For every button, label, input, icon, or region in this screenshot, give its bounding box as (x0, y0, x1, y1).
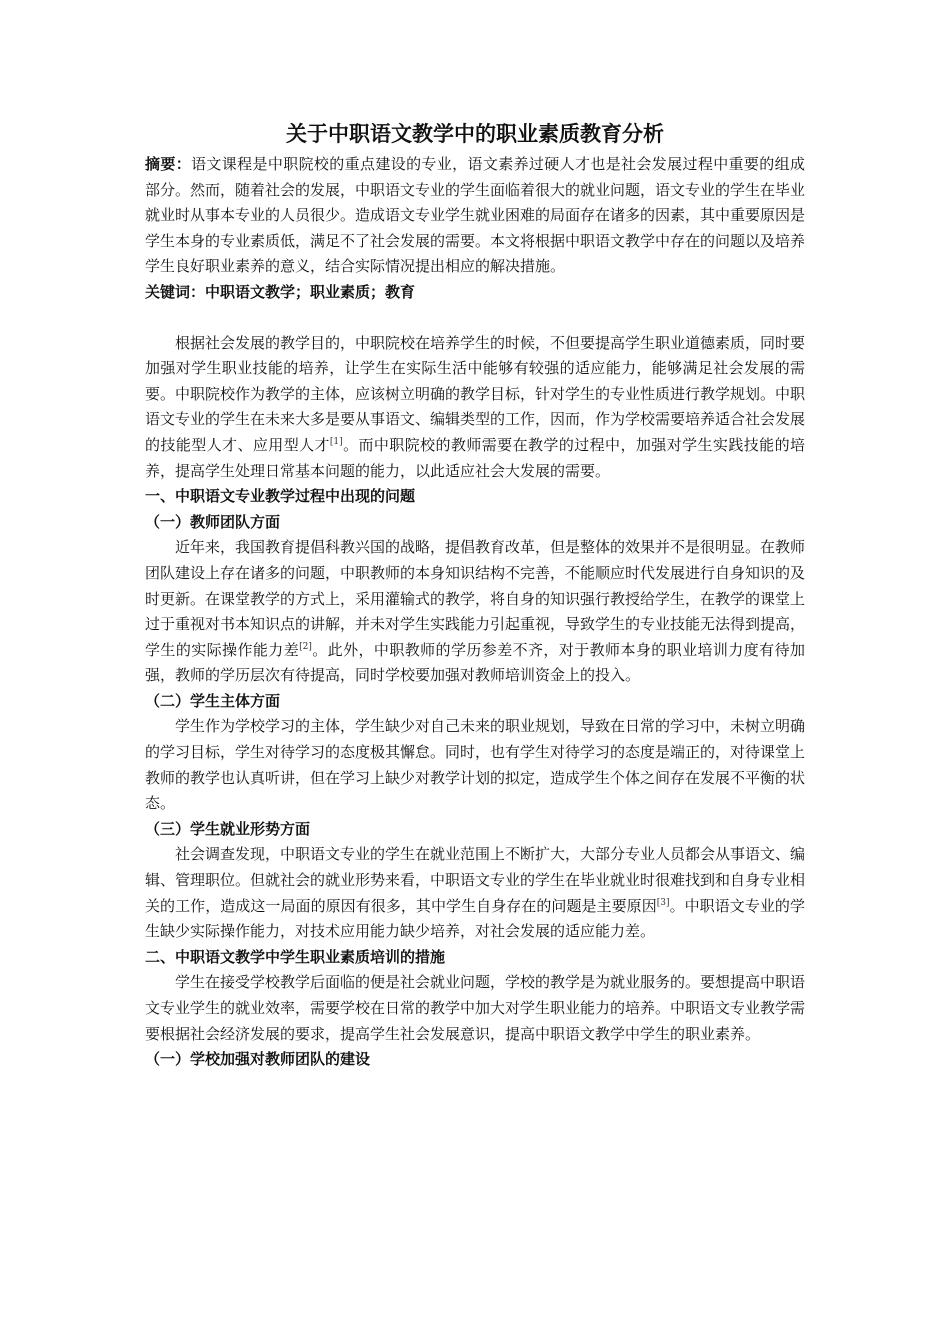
section-1-3-text-part1: 社会调查发现，中职语文专业的学生在就业范围上不断扩大，大部分专业人员都会从事语文、编辑、管理职位。但就社会的就业形势来看，中职语文专业的学生在毕业就业时很难找到和自身专业相关的工作，造成这一局面的原因有很多，其中学生自身存在的问题是主要原因 (145, 845, 806, 915)
section-1-3-text-part2: 。中职语文专业的学生缺少实际操作能力，对技术应用能力缺少培养，对社会发展的适应能力差。 (145, 896, 805, 941)
document-body (145, 118, 805, 1073)
keywords-text: 中职语文教学；职业素质；教育 (205, 282, 416, 301)
section-1-2-paragraph: 学生作为学校学习的主体，学生缺少对自己未来的职业规划，导致在日常的学习中，未树立明确的学习目标，学生对待学习的态度极其懈怠。同时，也有学生对待学习的态度是端正的，对待课堂上教师的教学也认真听讲，但在学习上缺少对教学计划的拟定，造成学生个体之间存在发展不平衡的状态。 (145, 717, 806, 813)
abstract-paragraph (145, 152, 805, 280)
intro-paragraph (145, 331, 805, 485)
section-1-3-heading: （三）学生就业形势方面 (145, 819, 311, 838)
section-1-3-paragraph (145, 842, 805, 944)
section-1-2-heading: （二）学生主体方面 (145, 691, 281, 710)
document-title: 关于中职语文教学中的职业素质教育分析 (286, 122, 664, 146)
section-1-1-paragraph (145, 535, 805, 689)
abstract-text: 语文课程是中职院校的重点建设的专业，语文素养过硬人才也是社会发展过程中重要的组成部分。然而，随着社会的发展，中职语文专业的学生面临着很大的就业问题，语文专业的学生在毕业就业时从事本专业的人员很少。造成语文专业学生就业困难的局面存在诸多的因素，其中重要原因是学生本身的专业素质低，满足不了社会发展的需要。本文将根据中职语文教学中存在的问题以及培养学生良好职业素养的意义，结合实际情况提出相应的解决措施。 (145, 155, 806, 276)
citation-ref-2: [2] (299, 641, 312, 652)
section-2-heading: 二、中职语文教学中学生职业素质培训的措施 (145, 947, 446, 966)
section-1-1-text-part2: 。此外，中职教师的学历参差不齐，对于教师本身的职业培训力度有待加强，教师的学历层次有待提高，同时学校要加强对教师培训资金上的投入。 (145, 640, 805, 685)
keywords-paragraph (145, 280, 805, 306)
intro-text-part2: 。而中职院校的教师需要在教学的过程中，加强对学生实践技能的培养，提高学生处理日常基本问题的能力，以此适应社会大发展的需要。 (145, 435, 805, 480)
intro-text-part1: 根据社会发展的教学目的，中职院校在培养学生的时候，不但要提高学生职业道德素质，同时要加强对学生职业技能的培养，让学生在实际生活中能够有较强的适应能力，能够满足社会发展的需要。中职院校作为教学的主体，应该树立明确的教学目标，针对学生的专业性质进行教学规划。中职语文专业的学生在未来大多是要从事语文、编辑类型的工作，因而，作为学校需要培养适合社会发展的技能型人才、应用型人才 (145, 333, 806, 454)
section-1-1-text-part1: 近年来，我国教育提倡科教兴国的战略，提倡教育改革，但是整体的效果并不是很明显。在教师团队建设上存在诸多的问题，中职教师的本身知识结构不完善，不能顺应时代发展进行自身知识的及时更新。在课堂教学的方式上，采用灌输式的教学，将自身的知识强行教授给学生，在教学的课堂上过于重视对书本知识点的讲解，并未对学生实践能力引起重视，导致学生的专业技能无法得到提高，学生的实际操作能力差 (145, 538, 806, 659)
section-2-1-heading: （一）学校加强对教师团队的建设 (145, 1050, 371, 1069)
section-2-paragraph: 学生在接受学校教学后面临的便是社会就业问题，学校的教学是为就业服务的。要想提高中职语文专业学生的就业效率，需要学校在日常的教学中加大对学生职业能力的培养。中职语文专业教学需要根据社会经济发展的要求，提高学生社会发展意识，提高中职语文教学中学生的职业素养。 (145, 973, 806, 1043)
section-1-heading: 一、中职语文专业教学过程中出现的问题 (145, 487, 416, 506)
spacer (145, 306, 805, 331)
section-1-1-heading: （一）教师团队方面 (145, 512, 281, 531)
citation-ref-1: [1] (329, 436, 343, 447)
keywords-label: 关键词： (145, 282, 206, 301)
citation-ref-3: [3] (656, 897, 670, 908)
abstract-label: 摘要： (145, 155, 192, 173)
